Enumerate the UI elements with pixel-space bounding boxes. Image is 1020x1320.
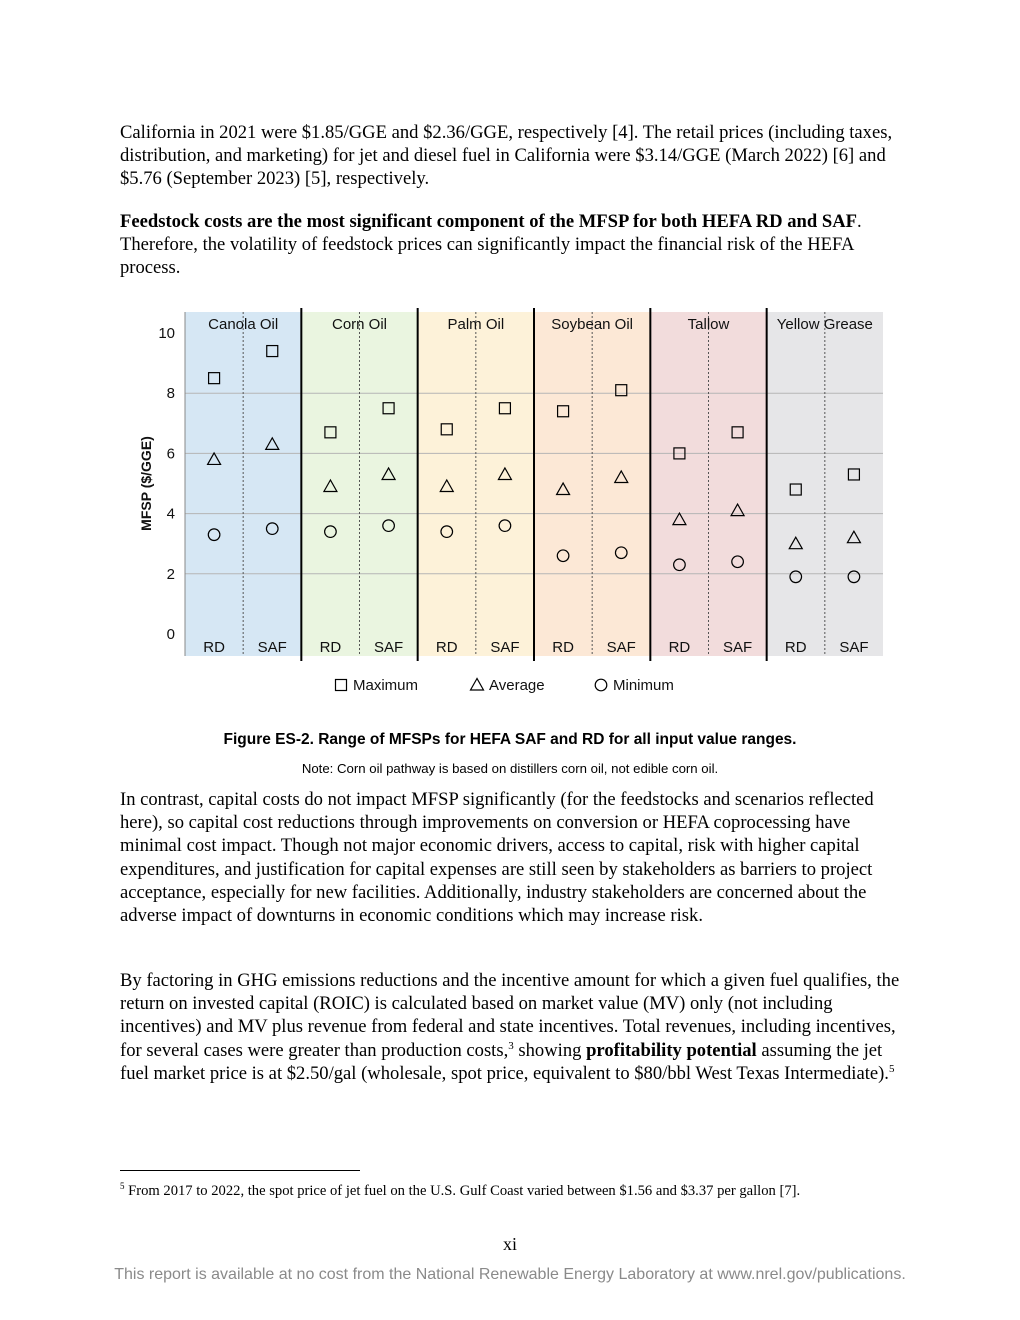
mfsp-chart — [130, 300, 890, 710]
legend-average-label: Average — [489, 677, 545, 694]
footnote-ref-5[interactable]: 5 — [888, 1062, 895, 1075]
category-label: SAF — [839, 639, 869, 656]
group-label: Tallow — [687, 316, 730, 333]
availability-note: This report is available at no cost from the National Renewable Energy Laboratory at www.nrel.gov/publications. — [114, 1266, 906, 1283]
y-axis-label: MFSP ($/GGE) — [138, 436, 154, 531]
category-label: RD — [784, 639, 807, 656]
y-tick-label: 8 — [166, 385, 175, 403]
category-label: RD — [668, 639, 691, 656]
y-tick-label: 0 — [166, 626, 175, 643]
y-tick-label: 6 — [166, 445, 175, 463]
ghg-paragraph: By factoring in GHG emissions reductions and the incentive amount for which a given fuel qualifies, the return on invested capital (ROIC) is calculated based on market value (MV) only (not including incentives) and MV plus revenue from federal and state incentives. Total revenues, including incentives, for several cases were greater than production costs,$^3$ showing profitability potential assuming the jet fuel market price is at $2.50/gal (wholesale, spot price, equivalent to $80/bbl West Texas Intermediate).$^5$ — [120, 970, 900, 1084]
contrast-paragraph: In contrast, capital costs do not impact MFSP significantly (for the feedstocks and scenarios reflected here), so capital cost reductions through improvements on conversion or HEFA coprocessing have minimal cost impact. Though not major economic drivers, access to capital, risk with higher capital expenditures, and justification for capital expenses are still seen by stakeholders as barriers to project acceptance, especially for new facilities. Additionally, industry stakeholders are concerned about the adverse impact of downturns in economic conditions which may increase risk. — [120, 789, 874, 927]
page-number: xi — [502, 1234, 517, 1254]
category-label: SAF — [722, 639, 753, 656]
footnote: $^5$ From 2017 to 2022, the spot price of jet fuel on the U.S. Gulf Coast varied between $1.56 and $3.37 per gallon [7]. — [120, 1181, 801, 1199]
group-label: Corn Oil — [331, 316, 388, 333]
y-tick-label: 10 — [158, 325, 175, 342]
category-label: RD — [203, 639, 225, 656]
footnote-rule — [120, 1170, 360, 1171]
category-label: SAF — [606, 639, 636, 656]
figure-note: Note: Corn oil pathway is based on distillers corn oil, not edible corn oil. — [301, 761, 719, 776]
group-label: Canola Oil — [208, 316, 279, 333]
group-label: Yellow Grease — [776, 316, 873, 333]
feedstock-bold-text: Feedstock costs are the most significant component of the MFSP for both HEFA RD and SAF — [120, 211, 858, 232]
group-label: Soybean Oil — [551, 316, 634, 333]
feedstock-paragraph: Feedstock costs are the most significant component of the MFSP for both HEFA RD and SAF. Therefore, the volatility of feedstock prices can significantly impact the financial risk of the HEFA process. — [120, 211, 862, 279]
group-label: Palm Oil — [447, 316, 505, 333]
category-label: SAF — [257, 639, 287, 656]
footnote-ref-3: 3 — [508, 1039, 514, 1052]
footnote-mark: 5 — [120, 1181, 125, 1192]
y-tick-label: 4 — [166, 505, 175, 523]
legend-average-marker — [471, 679, 484, 691]
profitability-bold-text: profitability potential — [586, 1039, 757, 1061]
legend-minimum-marker — [595, 679, 607, 691]
legend-minimum-label: Minimum — [613, 677, 674, 694]
category-label: SAF — [373, 639, 404, 656]
category-label: SAF — [490, 639, 520, 656]
y-tick-label: 2 — [166, 565, 175, 583]
category-label: RD — [552, 639, 574, 656]
figure-caption: Figure ES-2. Range of MFSPs for HEFA SAF and RD for all input value ranges. — [223, 731, 797, 748]
intro-paragraph: California in 2021 were $1.85/GGE and $2.36/GGE, respectively [4]. The retail prices (including taxes, distribution, and marketing) for jet and diesel fuel in California were $3.14/GGE (March 2022) [6] and $5.76 (September 2023) [5], respectively. — [120, 122, 893, 190]
legend-maximum-marker — [336, 680, 347, 691]
category-label: RD — [435, 639, 458, 656]
legend-maximum-label: Maximum — [353, 677, 419, 694]
category-label: RD — [319, 639, 342, 656]
